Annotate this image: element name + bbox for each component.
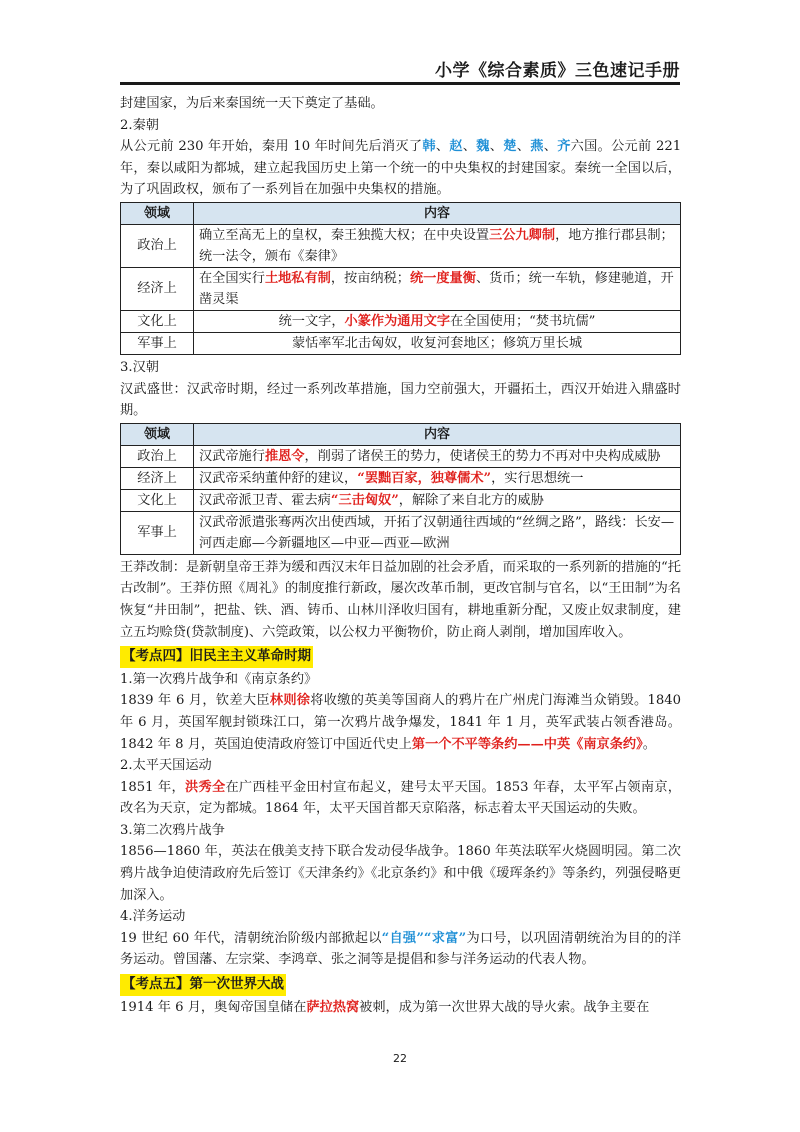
page-header-title: 小学《综合素质》三色速记手册 — [435, 61, 680, 81]
table-row — [121, 489, 681, 511]
kaodian5-title: 【考点五】第一次世界大战 — [120, 974, 286, 996]
table-row — [121, 267, 681, 310]
table-header-row — [121, 202, 681, 224]
field-cell: 经济上 — [121, 267, 194, 310]
han-heading: 3.汉朝 — [120, 359, 159, 375]
column-header-content: 内容 — [194, 423, 681, 445]
taiping-paragraph: 1851 年，洪秀全在广西桂平金田村宣布起义，建号太平天国。1853 年春，太平军占领南京，改名为天京，定为都城。1864 年，太平天国首都天京陷落，标志着太平天国运动的失败。 — [120, 779, 681, 817]
content-cell: 统一文字，小篆作为通用文字在全国使用；“焚书坑儒” — [194, 310, 681, 332]
state-han: 韩 — [422, 139, 436, 155]
state-wei: 魏 — [476, 139, 490, 155]
table-row — [121, 467, 681, 489]
table-row — [121, 332, 681, 354]
yangwu-paragraph: 19 世纪 60 年代，清朝统治阶级内部掀起以“自强”“求富”为口号，以巩固清朝统治为目的的洋务运动。曾国藩、左宗棠、李鸿章、张之洞等是提倡和参与洋务运动的代表人物。 — [120, 930, 682, 968]
field-cell: 政治上 — [121, 224, 194, 267]
yangwu-heading: 4.洋务运动 — [120, 909, 186, 925]
opium-war-paragraph: 1839 年 6 月，钦差大臣林则徐将收缴的英美等国商人的鸦片在广州虎门海滩当众销毁。1840 年 6 月，英国军舰封锁珠江口，第一次鸦片战争爆发，1841 年 1 月，英军武装占领香港岛。1842 年 8 月，英国迫使清政府签订中国近代史上第一个不平等条约——中英《南京条约》。 — [120, 693, 682, 752]
content-cell: 汉武帝派卫青、霍去病“三击匈奴”，解除了来自北方的威胁 — [194, 489, 681, 511]
state-zhao: 赵 — [449, 139, 463, 155]
content-cell: 蒙恬率军北击匈奴，收复河套地区；修筑万里长城 — [194, 332, 681, 354]
field-cell: 经济上 — [121, 467, 194, 489]
table-row — [121, 310, 681, 332]
state-chu: 楚 — [503, 139, 517, 155]
ww1-paragraph: 1914 年 6 月，奥匈帝国皇储在萨拉热窝被刺，成为第一次世界大战的导火索。战争主要在 — [120, 999, 650, 1015]
content-cell: 汉武帝采纳董仲舒的建议，“罢黜百家，独尊儒术”，实行思想统一 — [194, 467, 681, 489]
opium-war-heading: 1.第一次鸦片战争和《南京条约》 — [120, 671, 318, 687]
field-cell: 文化上 — [121, 489, 194, 511]
table-row — [121, 224, 681, 267]
state-yan: 燕 — [530, 139, 544, 155]
han-measures-table — [120, 423, 681, 555]
kaodian4-title: 【考点四】旧民主主义革命时期 — [120, 646, 313, 668]
content-cell: 在全国实行土地私有制，按亩纳税；统一度量衡、货币；统一车轨，修建驰道，开凿灵渠 — [194, 267, 681, 310]
han-paragraph: 汉武盛世：汉武帝时期，经过一系列改革措施，国力空前强大，开疆拓土，西汉开始进入鼎盛时期。 — [120, 381, 681, 419]
field-cell: 军事上 — [121, 511, 194, 554]
wangmang-paragraph: 王莽改制：是新朝皇帝王莽为缓和西汉末年日益加剧的社会矛盾，而采取的一系列新的措施的“托古改制”。王莽仿照《周礼》的制度推行新政，屡次改革币制，更改官制与官名，以“王田制”为名恢复“井田制”，把盐、铁、酒、铸币、山林川泽收归国有，耕地重新分配，又废止奴隶制度，建立五均赊贷(贷款制度)、六筦政策，以公权力平衡物价，防止商人剥削，增加国库收入。 — [120, 559, 681, 640]
qin-measures-table — [120, 202, 681, 355]
column-header-field: 领域 — [121, 202, 194, 224]
state-qi: 齐 — [557, 139, 571, 155]
header-divider — [120, 82, 680, 85]
taiping-heading: 2.太平天国运动 — [120, 758, 212, 774]
intro-text: 封建国家，为后来秦国统一天下奠定了基础。 — [120, 96, 384, 111]
content-cell: 汉武帝派遣张骞两次出使西域，开拓了汉朝通往西域的“丝绸之路”，路线：长安—河西走廊—今新疆地区—中亚—西亚—欧洲 — [194, 511, 681, 554]
content-cell: 汉武帝施行推恩令，削弱了诸侯王的势力，使诸侯王的势力不再对中央构成威胁 — [194, 445, 681, 467]
field-cell: 政治上 — [121, 445, 194, 467]
page-number: 22 — [393, 1052, 407, 1065]
column-header-field: 领域 — [121, 423, 194, 445]
table-header-row — [121, 423, 681, 445]
column-header-content: 内容 — [194, 202, 681, 224]
qin-heading: 2.秦朝 — [120, 117, 159, 133]
second-opium-war-paragraph: 1856—1860 年，英法在俄美支持下联合发动侵华战争。1860 年英法联军火烧圆明园。第二次鸦片战争迫使清政府先后签订《天津条约》《北京条约》和中俄《瑷珲条约》等条约，列强侵略更加深入。 — [120, 844, 681, 903]
field-cell: 军事上 — [121, 332, 194, 354]
second-opium-war-heading: 3.第二次鸦片战争 — [120, 822, 225, 838]
document-body — [120, 93, 681, 1018]
content-cell: 确立至高无上的皇权，秦王独揽大权；在中央设置三公九卿制，地方推行郡县制；统一法令，颁布《秦律》 — [194, 224, 681, 267]
table-row — [121, 511, 681, 554]
field-cell: 文化上 — [121, 310, 194, 332]
qin-paragraph: 从公元前 230 年开始，秦用 10 年时间先后消灭了韩、赵、魏、楚、燕、齐六国。公元前 221 年，秦以咸阳为都城，建立起我国历史上第一个统一的中央集权的封建国家。秦统一全国以后，为了巩固政权，颁布了一系列旨在加强中央集权的措施。 — [120, 139, 682, 198]
table-row — [121, 445, 681, 467]
